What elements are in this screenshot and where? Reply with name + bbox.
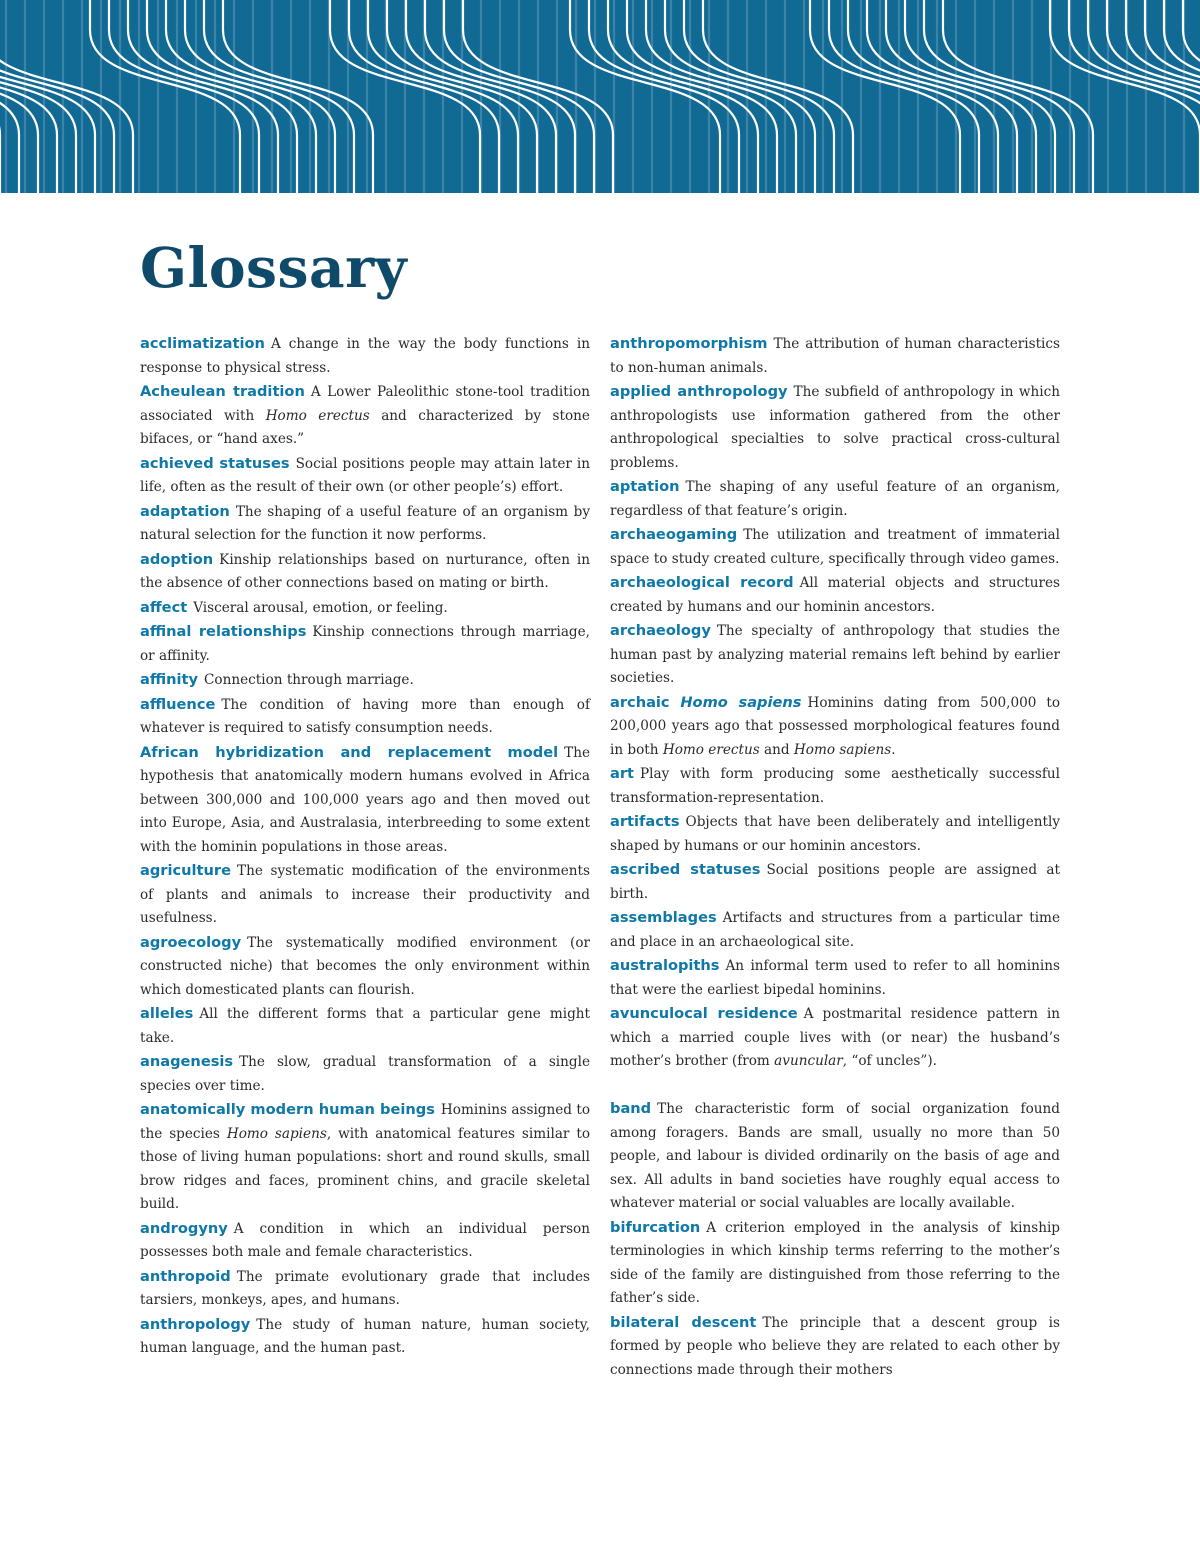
glossary-entry (610, 1097, 1060, 1216)
glossary-definition: The characteristic form of social organization found among foragers. Bands are small, usually no more than 50 people, and labour is divided ordinarily on the basis of age and sex. All adults in band societies have roughly equal access to whatever material or social valuables are locally available. (610, 1101, 1060, 1211)
glossary-definition: Visceral arousal, emotion, or feeling. (193, 599, 448, 616)
glossary-term: artifacts (610, 813, 680, 830)
glossary-entry (140, 1265, 590, 1313)
glossary-entry (140, 693, 590, 741)
glossary-definition: A postmarital residence pattern in which a married couple lives with (or near) the husband’s mother’s brother (from avuncular, “of uncles”). (610, 1006, 1061, 1069)
glossary-entry (610, 810, 1060, 858)
glossary-definition: The systematic modification of the environments of plants and animals to increase their productivity and usefulness. (140, 863, 590, 926)
glossary-definition: Social positions people are assigned at birth. (610, 862, 1060, 902)
glossary-column-right (610, 332, 1060, 1382)
glossary-definition: The subfield of anthropology in which anthropologists use information gathered from the other anthropological specialties to solve practical cross-cultural problems. (610, 384, 1060, 471)
glossary-definition: Kinship connections through marriage, or affinity. (140, 624, 590, 664)
decorative-wave-banner (0, 0, 1200, 193)
glossary-term: applied anthropology (610, 383, 788, 400)
glossary-entry (610, 1002, 1060, 1074)
glossary-definition: An informal term used to refer to all hominins that were the earliest bipedal hominins. (610, 958, 1060, 998)
glossary-entry (140, 1217, 590, 1265)
glossary-term: affinity (140, 671, 199, 688)
glossary-entry (140, 332, 590, 380)
banner-background (0, 0, 1200, 193)
glossary-entry (140, 741, 590, 860)
glossary-definition: The study of human nature, human society, human language, and the human past. (140, 1316, 590, 1356)
glossary-term: avunculocal residence (610, 1005, 798, 1022)
glossary-term: bifurcation (610, 1218, 701, 1236)
glossary-term: adaptation (140, 502, 230, 520)
glossary-entry (140, 500, 590, 548)
glossary-term: anthropology (140, 1315, 251, 1333)
glossary-entry (610, 954, 1060, 1002)
glossary-definition: A criterion employed in the analysis of kinship terminologies in which kinship terms referring to the mother’s side of the family are distinguished from those referring to the father’s side. (610, 1219, 1060, 1306)
glossary-definition: The attribution of human characteristics to non-human animals. (610, 336, 1060, 376)
glossary-term: anthropoid (140, 1267, 231, 1285)
glossary-entry (610, 691, 1060, 763)
glossary-definition: Kinship relationships based on nurturance, often in the absence of other connections based on mating or birth. (140, 551, 590, 591)
glossary-entry (140, 1098, 590, 1217)
glossary-term: band (610, 1100, 652, 1117)
glossary-definition: A change in the way the body functions in response to physical stress. (140, 336, 590, 376)
glossary-definition: Hominins dating from 500,000 to 200,000 years ago that possessed morphological features found in both Homo erectus and Homo sapiens. (610, 694, 1060, 758)
glossary-term: Acheulean tradition (140, 383, 305, 400)
glossary-entry (140, 1313, 590, 1361)
glossary-entry (610, 475, 1060, 523)
glossary-entry (610, 858, 1060, 906)
glossary-term: archaeology (610, 622, 711, 639)
glossary-definition: A Lower Paleolithic stone-tool tradition associated with Homo erectus and characterized by stone bifaces, or “hand axes.” (140, 384, 590, 447)
glossary-definition: Connection through marriage. (204, 672, 414, 688)
glossary-term: affect (140, 598, 188, 616)
glossary-term: australopiths (610, 957, 720, 974)
glossary-definition: Social positions people may attain later in life, often as the result of their own (or other people’s) effort. (140, 455, 590, 495)
glossary-entry (610, 571, 1060, 619)
glossary-definition: The principle that a descent group is formed by people who believe they are related to each other by connections made through their mothers (610, 1314, 1060, 1378)
glossary-entry (610, 906, 1060, 954)
glossary-definition: All material objects and structures created by humans and our hominin ancestors. (610, 575, 1060, 615)
glossary-definition: The slow, gradual transformation of a single species over time. (140, 1054, 590, 1094)
glossary-definition: All the different forms that a particular gene might take. (140, 1006, 590, 1046)
glossary-term: agroecology (140, 933, 242, 951)
page-title: Glossary (140, 235, 408, 300)
glossary-term: art (610, 765, 635, 782)
glossary-entry (140, 452, 590, 500)
glossary-definition: The hypothesis that anatomically modern humans evolved in Africa between 300,000 and 100,000 years ago and then moved out into Europe, Asia, and Australasia, interbreeding to some extent with the hominin populations in those areas. (140, 744, 590, 855)
glossary-term: bilateral descent (610, 1313, 757, 1331)
glossary-term: affinal relationships (140, 623, 307, 640)
glossary-term: African hybridization and replacement model (140, 743, 559, 761)
glossary-term: archaeogaming (610, 526, 738, 543)
glossary-term: anthropomorphism (610, 335, 768, 352)
glossary-entry (140, 859, 590, 931)
glossary-definition: The condition of having more than enough of whatever is required to satisfy consumption needs. (140, 696, 590, 736)
glossary-entry (140, 620, 590, 668)
letter-section-gap (610, 1074, 1060, 1098)
glossary-term: androgyny (140, 1219, 228, 1237)
glossary-term: adoption (140, 550, 214, 568)
glossary-definition: The systematically modified environment (or constructed niche) that becomes the only environment within which domesticated plants can flourish. (140, 934, 590, 998)
glossary-term: achieved statuses (140, 454, 290, 472)
glossary-term: anatomically modern human beings (140, 1101, 435, 1118)
glossary-entry (610, 762, 1060, 810)
glossary-entry (140, 1002, 590, 1050)
glossary-entry (610, 1311, 1060, 1383)
glossary-entry (140, 548, 590, 596)
glossary-entry (610, 523, 1060, 571)
glossary-definition: The shaping of any useful feature of an organism, regardless of that feature’s origin. (610, 479, 1060, 519)
glossary-definition: Objects that have been deliberately and intelligently shaped by humans or our hominin ancestors. (610, 814, 1060, 854)
glossary-definition: Hominins assigned to the species Homo sapiens, with anatomical features similar to those of living human populations: short and round skulls, small brow ridges and faces, prominent chins, and gracile skeletal build. (140, 1102, 591, 1212)
glossary-definition: The specialty of anthropology that studies the human past by analyzing material remains left behind by earlier societies. (610, 623, 1060, 686)
glossary-entry (610, 380, 1060, 475)
glossary-entry (610, 332, 1060, 380)
glossary-term: ascribed statuses (610, 861, 761, 878)
glossary-entry (140, 1050, 590, 1098)
glossary-term: acclimatization (140, 335, 265, 352)
glossary-term: agriculture (140, 862, 231, 879)
glossary-term: assemblages (610, 909, 717, 926)
glossary-column-left (140, 332, 590, 1361)
glossary-definition: Play with form producing some aesthetically successful transformation-representation. (610, 766, 1060, 806)
glossary-term: anagenesis (140, 1053, 234, 1070)
glossary-entry (140, 380, 590, 452)
glossary-term: archaeological record (610, 574, 794, 591)
glossary-entry (140, 596, 590, 621)
glossary-definition: A condition in which an individual person possesses both male and female characteristics. (140, 1220, 590, 1260)
glossary-definition: Artifacts and structures from a particular time and place in an archaeological site. (610, 910, 1060, 950)
glossary-definition: The primate evolutionary grade that includes tarsiers, monkeys, apes, and humans. (140, 1268, 590, 1308)
glossary-term: archaic Homo sapiens (610, 693, 802, 711)
glossary-term: affluence (140, 695, 216, 713)
glossary-entry (140, 931, 590, 1003)
glossary-entry (610, 1216, 1060, 1311)
glossary-definition: The utilization and treatment of immaterial space to study created culture, specifically through video games. (610, 527, 1060, 567)
glossary-definition: The shaping of a useful feature of an organism by natural selection for the function it now performs. (140, 503, 590, 543)
glossary-entry (610, 619, 1060, 691)
glossary-term: alleles (140, 1005, 194, 1022)
glossary-term: aptation (610, 478, 680, 495)
glossary-entry (140, 668, 590, 693)
